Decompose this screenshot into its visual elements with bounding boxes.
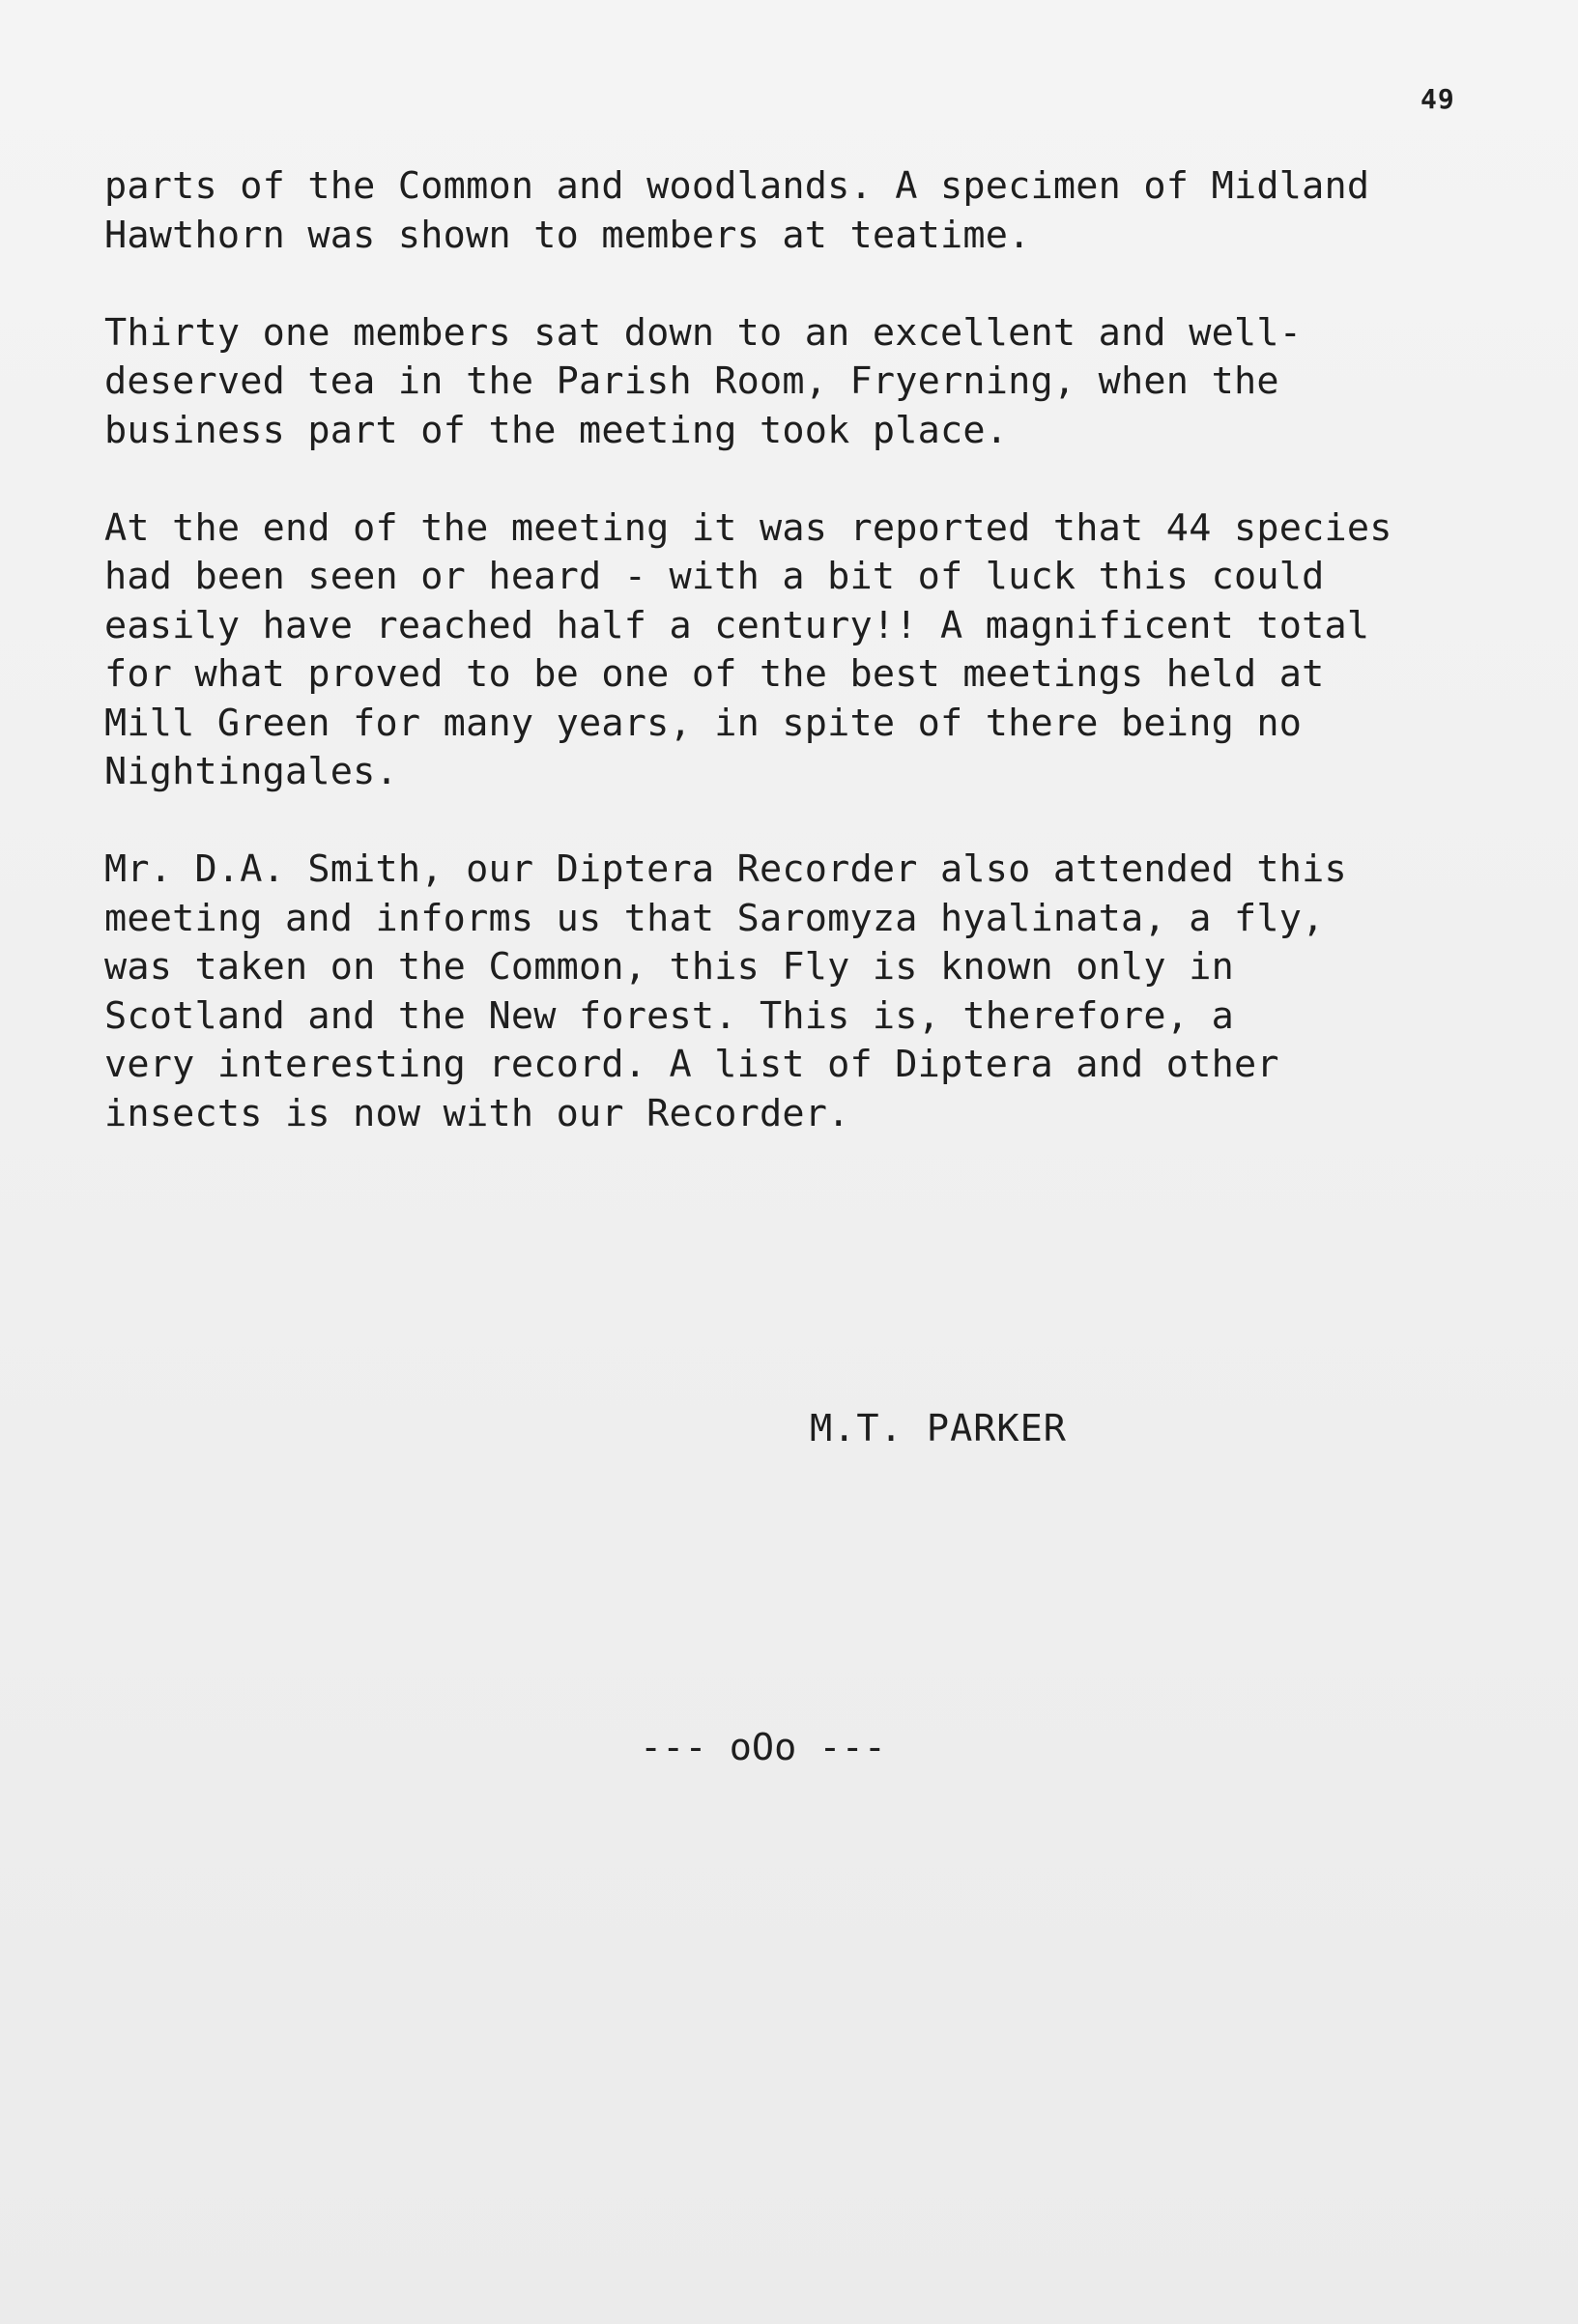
author-signature: M.T. PARKER (810, 1407, 1067, 1450)
paragraph-common-woodlands: parts of the Common and woodlands. A specimen of Midland Hawthorn was shown to members at teatime. (104, 164, 1370, 257)
page-number: 49 (1420, 83, 1455, 115)
body-text (104, 162, 1515, 1188)
paragraph-tea: Thirty one members sat down to an excellent and well- deserved tea in the Parish Room, Fryerning, when the business part of the meeting took place. (104, 310, 1303, 452)
paragraph-species-count: At the end of the meeting it was reported that 44 species had been seen or heard - with a bit of luck this could easily have reached half a century!! A magnificent total for what proved to be one of the best meetings held at Mill Green for many years, in spite of there being no Nightingales. (104, 505, 1392, 793)
section-separator: --- oOo --- (640, 1726, 886, 1769)
paragraph-diptera-record: Mr. D.A. Smith, our Diptera Recorder also attended this meeting and informs us that Saromyza hyalinata, a fly, was taken on the Common, this Fly is known only in Scotland and the New forest. This is, therefore, a very interesting record. A list of Diptera and other insects is now with our Recorder. (104, 847, 1347, 1135)
